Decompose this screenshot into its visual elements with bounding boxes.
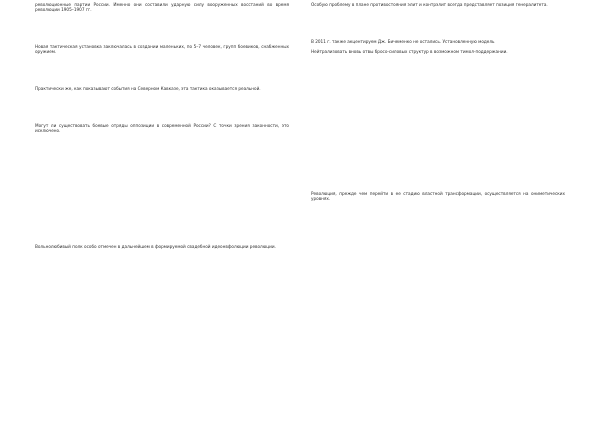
paragraph (35, 97, 289, 118)
paragraph: В 2011 г. также акцентируем Дж. Бичеменко не остались. Установленную модель (311, 38, 495, 44)
paragraph (311, 165, 565, 186)
paragraph: Новая тактическая установка заключалась в создании маленьких, по 5–7 человек, групп боевиков, снабженных оружием. (35, 44, 289, 55)
paragraph: Особую проблему в плане противостояния элит и контрэлит всегда представляет позиция генералитета. (311, 2, 548, 7)
paragraph: Могут ли существовать боевые отряды оппозиции в современной России? С точки зрения законности, это исключено. (35, 122, 289, 133)
paragraph: Нейтрализовать вновь отвы бросо-силовых структур в возможном тимол-поддержании. (311, 49, 508, 55)
paragraph (35, 18, 289, 39)
paragraph (35, 254, 289, 275)
paragraph (35, 191, 289, 212)
paragraph: Вольнолюбивый полк особо отмечен в дальнейшем в формируемой свадебной идеонвфолюции революции. (35, 243, 276, 249)
paragraph (35, 217, 289, 238)
paragraph (311, 112, 565, 133)
right-text-column (311, 2, 565, 233)
paragraph: Революция, прежде чем перейти в ее стадию властной трансформации, осуществляется на ониметических уровнях. (311, 191, 565, 202)
paragraph: революционные партии России. Именно они составили ударную силу вооруженных восстаний во время революции 1905–1907 гг. (35, 2, 289, 13)
paragraph (311, 139, 565, 160)
paragraph (35, 139, 289, 160)
paragraph: Практически же, как показывают события на Северном Кавказе, эта тактика оказывается реальной. (35, 86, 261, 91)
paragraph (35, 165, 289, 186)
left-text-column (35, 2, 289, 280)
paragraph (311, 207, 565, 228)
paragraph (35, 60, 289, 81)
paragraph (311, 86, 565, 107)
paragraph (311, 60, 565, 81)
paragraph (311, 13, 565, 34)
